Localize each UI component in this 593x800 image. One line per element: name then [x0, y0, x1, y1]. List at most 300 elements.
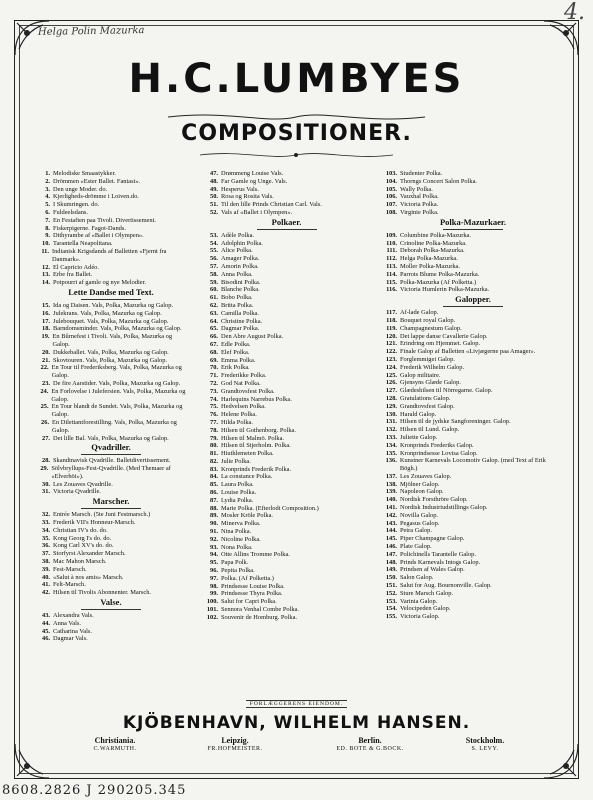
catalogue-entry — [204, 302, 369, 310]
entry-title: Anna Vals. — [53, 619, 81, 627]
corner-ornament-icon — [13, 742, 51, 780]
entry-title: En Festaften paa Tivoli. Divertissement. — [53, 216, 156, 224]
catalogue-entry — [383, 450, 563, 458]
entry-title: Piper Champagne Galop. — [400, 535, 465, 543]
section-heading: Polkaer. — [271, 216, 302, 227]
catalogue-entry — [204, 419, 369, 427]
entry-number: 154. — [385, 605, 397, 613]
entry-title: Grandtovsfest Polka. — [221, 387, 275, 395]
entry-number: 142. — [385, 511, 397, 519]
entry-title: Vals af «Ballet i Olympen». — [221, 208, 293, 216]
catalogue-entry — [383, 434, 563, 442]
handwritten-number: 4. — [564, 0, 585, 25]
catalogue-entry — [36, 302, 186, 310]
catalogue-entry — [36, 279, 186, 287]
entry-number: 2. — [45, 177, 50, 185]
entry-title: Felt-Marsch. — [53, 581, 86, 589]
catalogue-entry — [36, 519, 186, 527]
catalogue-entry — [204, 396, 369, 404]
entry-title: Blanche Polka. — [221, 286, 260, 294]
catalogue-entry — [383, 411, 563, 419]
entry-title: De fire Aarstider. Vals, Polka, Mazurka og Galop. — [53, 379, 181, 387]
entry-title: Nina Polka. — [221, 528, 252, 536]
catalogue-entry — [36, 612, 186, 620]
handwritten-note: Helga Polin Mazurka — [37, 25, 145, 38]
publisher-name: KJÖBENHAVN, WILHELM HANSEN. — [122, 713, 471, 733]
catalogue-entry — [36, 357, 186, 365]
entry-number: 92. — [210, 535, 218, 543]
catalogue-entry — [383, 263, 563, 271]
entry-title: Victoria Humlerin Polka-Mazurka. — [400, 286, 490, 294]
entry-number: 150. — [385, 574, 397, 582]
entry-number: 114. — [386, 270, 397, 278]
catalogue-entry — [36, 364, 186, 380]
entry-number: 36. — [42, 542, 50, 550]
section-rule — [81, 454, 141, 455]
entry-title: Dagmar Vals. — [53, 635, 88, 643]
entry-number: 151. — [385, 582, 397, 590]
entry-title: Virginie Polka. — [400, 208, 439, 216]
catalogue-entry — [383, 356, 563, 364]
entry-title: Plate Galop. — [400, 543, 432, 551]
catalogue-entry — [36, 628, 186, 636]
entry-title: Hilsen til Gothenborg. Polka. — [221, 426, 296, 434]
catalogue-entry — [204, 294, 369, 302]
entry-number: 137. — [385, 472, 397, 480]
entry-number: 21. — [42, 356, 50, 364]
catalogue-entry — [204, 583, 369, 591]
section-rule — [81, 609, 141, 610]
entry-number: 149. — [385, 566, 397, 574]
entry-number: 130. — [385, 410, 397, 418]
catalogue-entry — [36, 419, 186, 435]
entry-number: 115. — [386, 278, 397, 286]
entry-title: Grandtovsfest Galop. — [400, 402, 455, 410]
catalogue-entry — [383, 317, 563, 325]
catalogue-entry — [383, 170, 563, 178]
catalogue-entry — [204, 489, 369, 497]
entry-number: 112. — [386, 255, 397, 263]
catalogue-entry — [204, 232, 369, 240]
entry-number: 44. — [42, 619, 50, 627]
catalogue-entry — [204, 520, 369, 528]
catalogue-entry — [36, 457, 186, 465]
entry-title: Ida og Daisen. Vals, Polka, Mazurka og Galop. — [53, 301, 174, 309]
section-rule — [81, 299, 141, 300]
catalogue-entry — [383, 340, 563, 348]
entry-title: Hilsen til de jydske Sangforeninger. Galop. — [400, 418, 511, 426]
section-heading: Valse. — [100, 597, 122, 608]
agent-firm: C.WARMUTH. — [93, 746, 137, 752]
catalogue-entry — [383, 559, 563, 567]
entry-number: 30. — [42, 480, 50, 488]
entry-title: Deborah Polka-Mazurka. — [400, 247, 465, 255]
entry-number: 90. — [210, 520, 218, 528]
entry-title: Velocipeden Galop. — [400, 605, 451, 613]
entry-number: 78. — [210, 426, 218, 434]
entry-title: Fiskerpigerne. Fagot-Dands. — [53, 224, 126, 232]
entry-title: Emma Polka. — [221, 356, 256, 364]
catalogue-entry — [36, 488, 186, 496]
entry-number: 127. — [385, 387, 397, 395]
entry-title: Novilla Galop. — [400, 511, 438, 519]
entry-number: 74. — [210, 395, 218, 403]
catalogue-entry — [36, 333, 186, 349]
catalogue-entry — [36, 620, 186, 628]
entry-number: 120. — [385, 332, 397, 340]
catalogue-entry — [204, 427, 369, 435]
entry-number: 70. — [210, 364, 218, 372]
entry-number: 22. — [40, 364, 49, 372]
catalogue-entry — [36, 403, 186, 419]
entry-number: 60. — [210, 286, 218, 294]
catalogue-entry — [383, 481, 563, 489]
entry-title: Alexandra Vals. — [53, 612, 94, 620]
catalogue-column-1 — [36, 170, 186, 643]
entry-number: 83. — [210, 465, 218, 473]
catalogue-entry — [36, 186, 186, 194]
catalogue-entry — [204, 193, 369, 201]
entry-title: Camilla Polka. — [221, 309, 259, 317]
catalogue-entry — [383, 418, 563, 426]
agent-leipzig — [185, 736, 285, 754]
agent-firm: FR.HOFMEISTER. — [207, 746, 263, 752]
entry-number: 148. — [385, 558, 397, 566]
entry-title: Kong Carl XV's do. do. — [53, 542, 114, 550]
entry-number: 76. — [210, 411, 218, 419]
catalogue-entry — [383, 240, 563, 248]
entry-number: 101. — [206, 606, 218, 614]
catalogue-entry — [204, 528, 369, 536]
entry-title: Den unge Moder. do. — [53, 185, 108, 193]
catalogue-entry — [36, 511, 186, 519]
catalogue-entry — [383, 387, 563, 395]
catalogue-entry — [36, 178, 186, 186]
catalogue-entry — [36, 310, 186, 318]
entry-number: 5. — [45, 201, 50, 209]
entry-number: 18. — [42, 325, 50, 333]
entry-title: Papa Polk. — [221, 559, 249, 567]
catalogue-entry — [383, 209, 563, 217]
catalogue-entry — [383, 403, 563, 411]
entry-number: 49. — [210, 185, 218, 193]
entry-number: 31. — [42, 488, 50, 496]
entry-title: Prinds Karnevals Intogs Galop. — [400, 558, 481, 566]
property-note-text: FORLÆGGERENS EIENDOM. — [246, 700, 347, 708]
catalogue-entry — [204, 255, 369, 263]
entry-number: 132. — [385, 426, 397, 434]
entry-number: 8. — [45, 224, 50, 232]
catalogue-entry — [204, 575, 369, 583]
entry-title: Rosa og Rosita Vals. — [221, 193, 274, 201]
entry-number: 85. — [210, 481, 218, 489]
catalogue-entry — [383, 504, 563, 512]
entry-title: Marie Polka. (Efterlodt Composition.) — [221, 504, 319, 512]
entry-title: Pepita Polka. — [221, 567, 255, 575]
catalogue-entry — [36, 388, 186, 404]
catalogue-column-3 — [383, 170, 563, 621]
catalogue-entry — [383, 574, 563, 582]
entry-number: 96. — [210, 567, 218, 575]
entry-title: Gratulations Galop. — [400, 394, 451, 402]
entry-number: 79. — [210, 434, 218, 442]
entry-number: 63. — [210, 309, 218, 317]
entry-number: 3. — [45, 185, 50, 193]
section-heading: Galopper. — [455, 294, 491, 305]
entry-number: 107. — [385, 201, 397, 209]
agent-city: Berlin. — [358, 736, 382, 745]
catalogue-entry — [36, 581, 186, 589]
catalogue-entry — [383, 348, 563, 356]
catalogue-entry — [204, 466, 369, 474]
entry-title: Finale Galop af Balletten «Livjægerne paa Amager». — [400, 348, 536, 356]
entry-number: 32. — [42, 511, 50, 519]
entry-title: Melodiske Smaastykker. — [53, 170, 116, 177]
entry-number: 110. — [386, 239, 397, 247]
catalogue-entry — [36, 325, 186, 333]
entry-title: Hiuthlemeten Polka. — [221, 450, 274, 458]
entry-number: 111. — [386, 247, 397, 255]
entry-title: Otte Allins Tromme Polka. — [221, 551, 290, 559]
entry-number: 43. — [42, 612, 50, 620]
entry-title: «Salut à nos amis» Marsch. — [53, 573, 124, 581]
entry-number: 29. — [40, 465, 49, 473]
entry-title: Crinoline Polka-Mazurka. — [400, 239, 467, 247]
page-title: H.C.LUMBYES — [128, 56, 465, 102]
catalogue-entry — [36, 201, 186, 209]
entry-title: Nordisk Forsthröre Galop. — [400, 496, 468, 504]
entry-number: 91. — [210, 528, 218, 536]
entry-title: Napoleon Galop. — [400, 488, 444, 496]
entry-number: 34. — [42, 526, 50, 534]
entry-title: Les Zouaves Galop. — [400, 472, 452, 480]
entry-number: 102. — [206, 613, 218, 621]
entry-title: Nicoline Polka. — [221, 535, 261, 543]
entry-title: Dithyrambe af «Ballet i Olympen». — [53, 232, 144, 240]
catalogue-entry — [383, 379, 563, 387]
entry-title: Erik Polka. — [221, 364, 250, 372]
entry-title: Kong Georg I's do. do. — [53, 534, 112, 542]
entry-title: Laura Polka. — [221, 481, 254, 489]
entry-title: En Tour blandt de Sundet. Vals, Polka, Mazurka og Galop. — [51, 403, 183, 419]
entry-number: 106. — [385, 193, 397, 201]
entry-title: Storfyrst Alexander Marsch. — [53, 550, 126, 558]
entry-title: Mjölner Galop. — [400, 480, 440, 488]
entry-title: Salut for Capri Polka. — [221, 598, 277, 606]
catalogue-entry — [383, 520, 563, 528]
entry-title: Sennora Venhal Combe Polka. — [221, 606, 299, 614]
entry-number: 35. — [42, 534, 50, 542]
entry-number: 37. — [42, 550, 50, 558]
catalogue-entry — [36, 550, 186, 558]
entry-number: 86. — [210, 489, 218, 497]
catalogue-entry — [383, 178, 563, 186]
entry-title: Mac Mahon Marsch. — [53, 558, 107, 566]
catalogue-entry — [383, 535, 563, 543]
entry-number: 14. — [42, 279, 50, 287]
entry-number: 46. — [42, 635, 50, 643]
entry-number: 95. — [210, 559, 218, 567]
catalogue-entry — [204, 559, 369, 567]
entry-title: Hilda Polka. — [221, 418, 253, 426]
entry-title: Sture Marsch Galop. — [400, 589, 454, 597]
entry-number: 140. — [385, 496, 397, 504]
entry-number: 94. — [210, 551, 218, 559]
catalogue-entry — [204, 209, 369, 217]
catalogue-entry — [204, 598, 369, 606]
section-heading: Marscher. — [92, 496, 130, 507]
entry-title: Frederikke Polka. — [221, 372, 267, 380]
entry-number: 84. — [210, 473, 218, 481]
catalogue-entry — [36, 217, 186, 225]
catalogue-entry — [383, 598, 563, 606]
entry-number: 109. — [385, 231, 397, 239]
section-rule — [443, 229, 503, 230]
entry-number: 39. — [42, 565, 50, 573]
entry-title: Det lappe danse Cavallerie Galop. — [400, 332, 488, 340]
catalogue-entry — [204, 240, 369, 248]
catalogue-entry — [383, 286, 563, 294]
entry-title: Nordisk Industriudstillings Galop. — [400, 504, 488, 512]
entry-title: En Tour til Frederiksberg. Vals, Polka, Mazurka og Galop. — [51, 364, 182, 380]
entry-number: 152. — [385, 589, 397, 597]
entry-title: Kronprinds Frederiks Galop. — [400, 441, 474, 449]
catalogue-entry — [204, 279, 369, 287]
entry-number: 75. — [210, 403, 218, 411]
entry-number: 108. — [385, 208, 397, 216]
entry-title: Helga Polka-Mazurka. — [400, 255, 458, 263]
entry-number: 113. — [386, 262, 397, 270]
entry-number: 64. — [210, 317, 218, 325]
agent-city: Leipzig. — [221, 736, 249, 745]
entry-title: Parrots Blume Polka-Mazurka. — [400, 270, 480, 278]
entry-number: 126. — [385, 379, 397, 387]
entry-number: 66. — [210, 333, 218, 341]
catalogue-entry — [36, 264, 186, 272]
entry-number: 147. — [385, 550, 397, 558]
entry-title: Victoria Galop. — [400, 613, 440, 621]
entry-number: 20. — [42, 348, 50, 356]
catalogue-entry — [204, 536, 369, 544]
catalogue-entry — [204, 271, 369, 279]
entry-title: Kunstner Karnevals Locomotiv Galop. (med Text af Erik Bögh.) — [399, 457, 546, 473]
corner-ornament-icon — [13, 19, 51, 57]
entry-title: Lydia Polka. — [221, 496, 254, 504]
catalogue-entry — [383, 457, 563, 473]
entry-number: 52. — [210, 208, 218, 216]
catalogue-entry — [204, 544, 369, 552]
catalogue-entry — [204, 458, 369, 466]
catalogue-entry — [204, 186, 369, 194]
entry-title: Kronprinds Frederik Polka. — [221, 465, 292, 473]
entry-number: 124. — [385, 363, 397, 371]
section-heading: Lette Dandse med Text. — [68, 286, 154, 297]
entry-title: Harlequins Narrebus Polka. — [221, 395, 292, 403]
entry-title: Erbe fra Ballet. — [53, 271, 93, 279]
entry-title: Skovtouren. Vals, Polka, Mazurka og Galop. — [53, 356, 168, 364]
entry-title: Catharina Vals. — [53, 627, 92, 635]
entry-title: Pegasus Galop. — [400, 519, 440, 527]
entry-number: 97. — [210, 574, 218, 582]
entry-number: 25. — [40, 403, 49, 411]
section-heading: Polka-Mazurkaer. — [439, 216, 507, 227]
catalogue-entry — [36, 589, 186, 597]
entry-number: 88. — [210, 504, 218, 512]
entry-number: 122. — [385, 348, 397, 356]
catalogue-entry — [204, 201, 369, 209]
entry-title: Barndomsminder. Vals, Polka, Mazurka og Galop. — [53, 325, 182, 333]
entry-title: Christine Polka. — [221, 317, 263, 325]
catalogue-entry — [204, 606, 369, 614]
entry-number: 12. — [42, 263, 50, 271]
catalogue-entry — [383, 527, 563, 535]
entry-title: Prindsesse Thyra Polka. — [221, 590, 283, 598]
catalogue-column-2 — [204, 170, 369, 622]
entry-title: God Nat Polka. — [221, 379, 261, 387]
entry-title: Columbine Polka-Mazurka. — [400, 231, 471, 239]
catalogue-entry — [383, 566, 563, 574]
catalogue-entry — [204, 247, 369, 255]
entry-number: 93. — [210, 543, 218, 551]
entry-title: Polichinells Tarantelle Galop. — [400, 550, 476, 558]
entry-title: Polka-Mazurka (Af Polketta.) — [400, 278, 477, 286]
entry-number: 155. — [385, 613, 397, 621]
catalogue-entry — [204, 497, 369, 505]
entry-title: Louise Polka. — [221, 489, 257, 497]
entry-number: 9. — [45, 232, 50, 240]
entry-title: Kjerligheds-drömme i Loiven.do. — [53, 193, 139, 201]
entry-title: Prindsen af Wales Galop. — [400, 566, 465, 574]
entry-title: Entrée Marsch. (5te Juni Festmarsch.) — [53, 511, 151, 519]
catalogue-entry — [204, 442, 369, 450]
catalogue-entry — [383, 201, 563, 209]
entry-number: 145. — [385, 535, 397, 543]
entry-number: 89. — [210, 512, 218, 520]
entry-title: Victoria Qvadrille. — [53, 488, 101, 496]
entry-title: Hilsen til Malmö. Polka. — [221, 434, 285, 442]
catalogue-entry — [383, 473, 563, 481]
entry-title: Skandinavisk Qvadrille. Balletdivertissement. — [53, 457, 171, 465]
entry-number: 7. — [45, 216, 50, 224]
catalogue-entry — [383, 255, 563, 263]
entry-number: 13. — [42, 271, 50, 279]
catalogue-entry — [383, 590, 563, 598]
entry-number: 40. — [42, 573, 50, 581]
catalogue-entry — [36, 170, 186, 178]
corner-ornament-icon — [542, 19, 580, 57]
entry-title: Den Abre August Polka. — [221, 333, 284, 341]
entry-number: 23. — [42, 379, 50, 387]
page-subtitle: COMPOSITIONER. — [181, 121, 412, 146]
catalogue-entry — [204, 567, 369, 575]
entry-title: Bouquet royal Galop. — [400, 316, 456, 324]
entry-title: Frederik Wilhelm Galop. — [400, 363, 465, 371]
entry-title: Drömmen «Ester Ballet. Fantasi». — [53, 177, 141, 185]
entry-number: 33. — [42, 519, 50, 527]
entry-title: Hilsen til Tivolis Abonnenter. Marsch. — [53, 589, 151, 597]
entry-number: 104. — [385, 177, 397, 185]
shelfmark: 8608.2826 J 290205.345 — [2, 783, 187, 798]
catalogue-entry — [204, 403, 369, 411]
catalogue-entry — [204, 551, 369, 559]
catalogue-entry — [204, 333, 369, 341]
entry-number: 123. — [385, 355, 397, 363]
entry-title: Julie Polka. — [221, 457, 251, 465]
catalogue-entry — [204, 614, 369, 622]
entry-title: Britta Polka. — [221, 301, 254, 309]
entry-title: Victoria Polka. — [400, 201, 439, 209]
entry-number: 73. — [210, 387, 218, 395]
